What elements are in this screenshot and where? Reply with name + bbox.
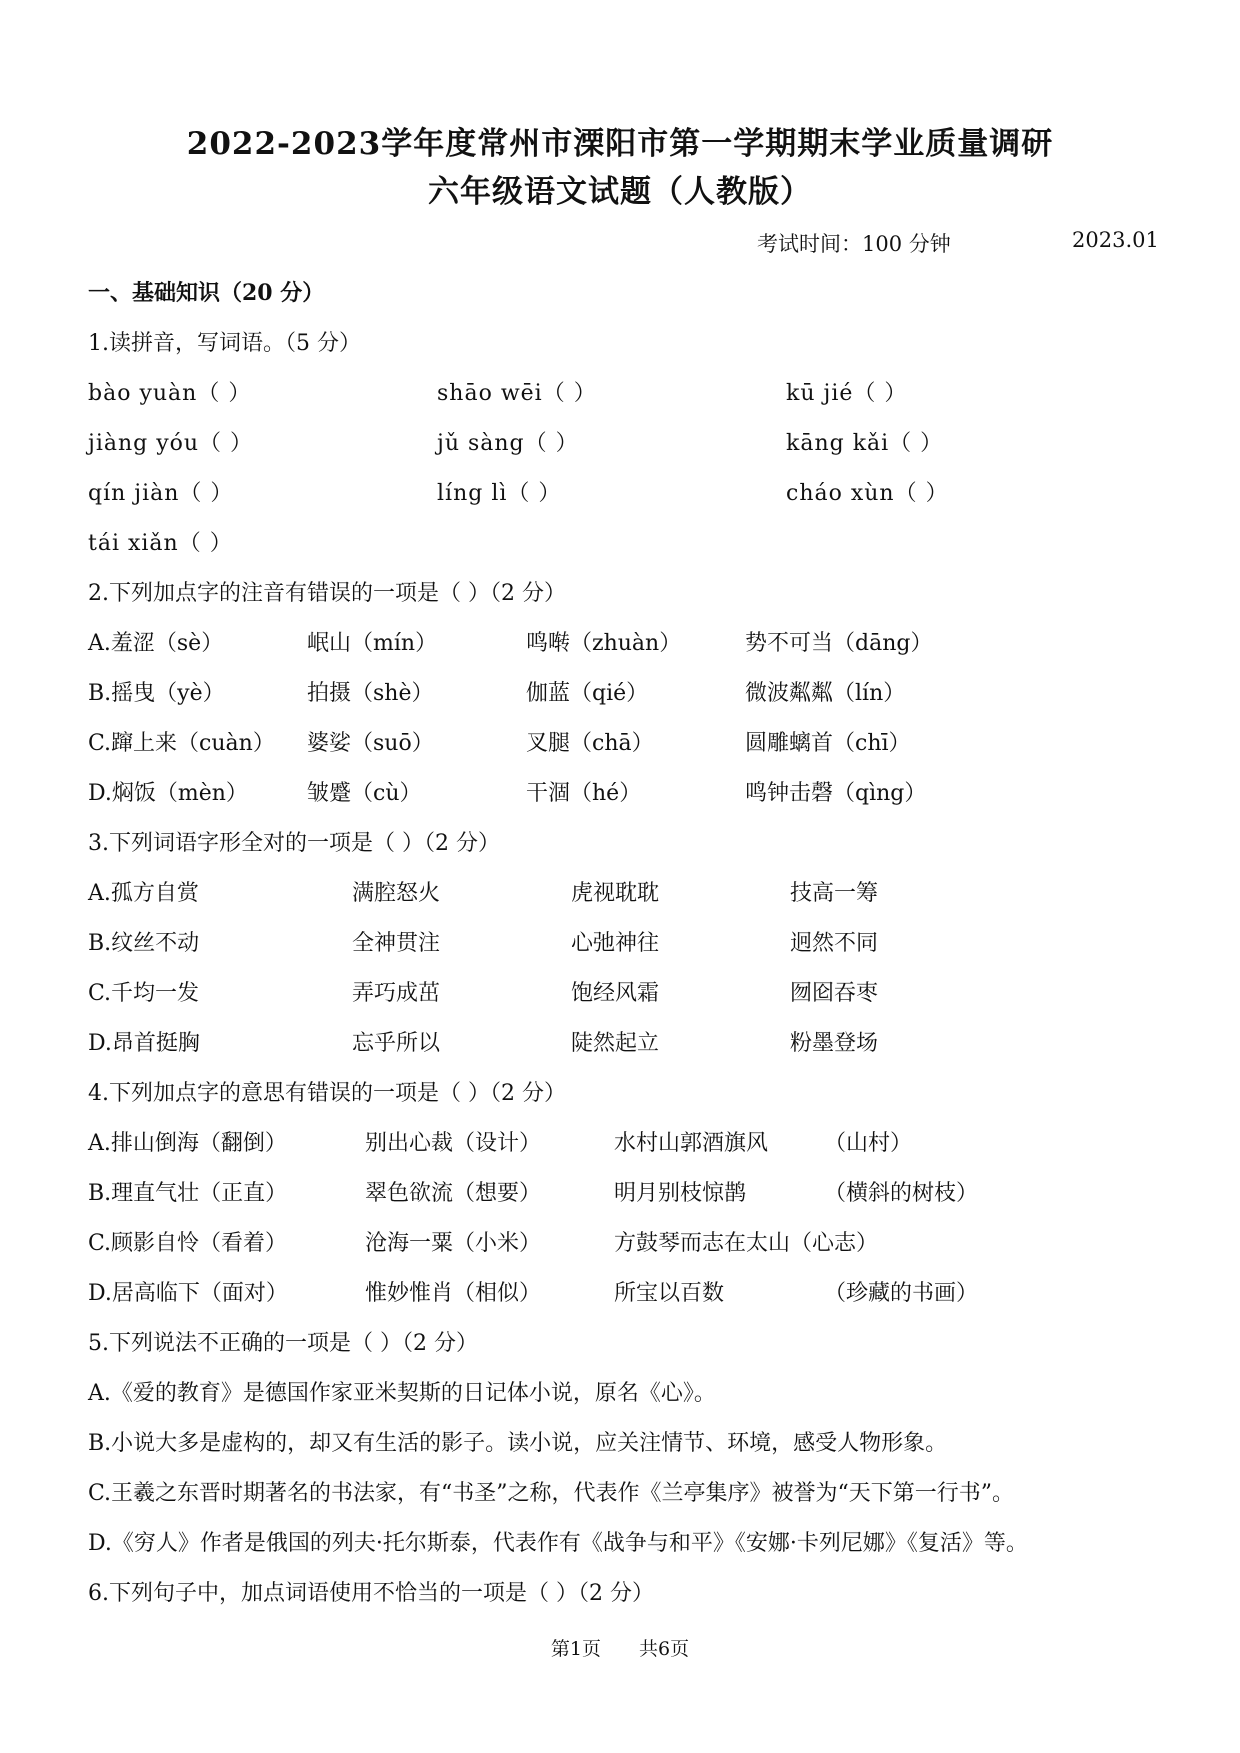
section-heading: 一、基础知识（20 分）	[88, 280, 325, 306]
option-cell: （横斜的树枝）	[824, 1181, 979, 1206]
question-3-stem: 3.下列词语字形全对的一项是（ ）（2 分）	[88, 831, 500, 856]
option-cell: 明月别枝惊鹊	[614, 1181, 747, 1206]
option-cell: 惟妙惟肖（相似）	[365, 1281, 542, 1306]
option-cell: （珍藏的书画）	[824, 1281, 979, 1306]
option-cell: 别出心裁（设计）	[365, 1131, 542, 1156]
option-line: A.《爱的教育》是德国作家亚米契斯的日记体小说，原名《心》。	[88, 1381, 716, 1406]
option-cell: C.顾影自怜（看着）	[88, 1231, 288, 1256]
option-cell: B.理直气壮（正直）	[88, 1181, 288, 1206]
option-cell: 拍摄（shè）	[307, 681, 434, 706]
option-line: B.小说大多是虚构的，却又有生活的影子。读小说，应关注情节、环境，感受人物形象。	[88, 1431, 948, 1456]
option-cell: 水村山郭酒旗风	[614, 1131, 769, 1156]
pinyin-item: líng lì（ ）	[437, 481, 562, 506]
page-title: 2022-2023学年度常州市溧阳市第一学期期末学业质量调研	[186, 126, 1054, 162]
pinyin-item: bào yuàn（ ）	[88, 381, 252, 406]
option-cell: C.蹿上来（cuàn）	[88, 731, 275, 756]
page-subtitle: 六年级语文试题（人教版）	[428, 174, 812, 210]
question-5-stem: 5.下列说法不正确的一项是（ ）（2 分）	[88, 1331, 478, 1356]
option-cell: 鸣钟击磬（qìng）	[745, 781, 927, 806]
question-6-stem: 6.下列句子中，加点词语使用不恰当的一项是（ ）（2 分）	[88, 1581, 654, 1606]
option-cell: 饱经风霜	[571, 981, 660, 1006]
option-cell: 粉墨登场	[790, 1031, 879, 1056]
option-cell: 所宝以百数	[614, 1281, 725, 1306]
option-cell: A.羞涩（sè）	[88, 631, 224, 656]
pinyin-item: tái xiǎn（ ）	[88, 531, 233, 556]
option-cell: 满腔怒火	[352, 881, 441, 906]
option-cell: A.孤方自赏	[88, 881, 199, 906]
pinyin-item: shāo wēi（ ）	[437, 381, 597, 406]
option-cell: 虎视耽耽	[571, 881, 660, 906]
option-cell: 迥然不同	[790, 931, 879, 956]
option-cell: 婆娑（suō）	[307, 731, 434, 756]
pinyin-item: cháo xùn（ ）	[786, 481, 949, 506]
pinyin-item: qín jiàn（ ）	[88, 481, 234, 506]
option-cell: A.排山倒海（翻倒）	[88, 1131, 287, 1156]
option-cell: 叉腿（chā）	[526, 731, 654, 756]
exam-date: 2023.01	[1072, 228, 1159, 252]
option-cell: 皱蹙（cù）	[307, 781, 422, 806]
option-cell: 鸣啭（zhuàn）	[526, 631, 682, 656]
option-cell: 圆雕螭首（chī）	[745, 731, 911, 756]
option-cell: C.千均一发	[88, 981, 200, 1006]
option-cell: 忘乎所以	[352, 1031, 441, 1056]
option-cell: D.昂首挺胸	[88, 1031, 200, 1056]
option-cell: 囫囵吞枣	[790, 981, 879, 1006]
option-cell: D.居高临下（面对）	[88, 1281, 288, 1306]
option-cell: B.纹丝不动	[88, 931, 200, 956]
option-cell: 技高一筹	[790, 881, 879, 906]
option-cell: 沧海一粟（小米）	[365, 1231, 542, 1256]
option-cell: 势不可当（dāng）	[745, 631, 933, 656]
page-total: 共6页	[639, 1638, 690, 1660]
pinyin-item: jǔ sàng（ ）	[437, 431, 579, 456]
option-cell: 微波粼粼（lín）	[745, 681, 906, 706]
pinyin-item: jiàng yóu（ ）	[88, 431, 254, 456]
option-cell: 翠色欲流（想要）	[365, 1181, 542, 1206]
question-1-stem: 1.读拼音，写词语。（5 分）	[88, 331, 361, 356]
option-cell: 陡然起立	[571, 1031, 660, 1056]
option-cell: D.焖饭（mèn）	[88, 781, 248, 806]
option-line: D.《穷人》作者是俄国的列夫·托尔斯泰，代表作有《战争与和平》《安娜·卡列尼娜》《复活》等。	[88, 1531, 1028, 1556]
pinyin-item: kāng kǎi（ ）	[786, 431, 944, 456]
option-cell: （山村）	[824, 1131, 913, 1156]
option-cell: 心弛神往	[571, 931, 660, 956]
page-footer	[0, 1634, 1240, 1661]
question-4-stem: 4.下列加点字的意思有错误的一项是（ ）（2 分）	[88, 1081, 566, 1106]
option-cell: 全神贯注	[352, 931, 441, 956]
option-cell: B.摇曳（yè）	[88, 681, 225, 706]
option-cell: 方鼓琴而志在太山（心志）	[614, 1231, 879, 1256]
option-cell: 干涸（hé）	[526, 781, 642, 806]
exam-time: 考试时间：100 分钟	[757, 232, 951, 256]
question-2-stem: 2.下列加点字的注音有错误的一项是（ ）（2 分）	[88, 581, 566, 606]
option-cell: 弄巧成茁	[352, 981, 441, 1006]
pinyin-item: kū jié（ ）	[786, 381, 908, 406]
option-cell: 岷山（mín）	[307, 631, 438, 656]
option-cell: 伽蓝（qié）	[526, 681, 649, 706]
option-line: C.王羲之东晋时期著名的书法家，有“书圣”之称，代表作《兰亭集序》被誉为“天下第一行书”。	[88, 1481, 1015, 1506]
page-number: 第1页	[550, 1638, 601, 1660]
